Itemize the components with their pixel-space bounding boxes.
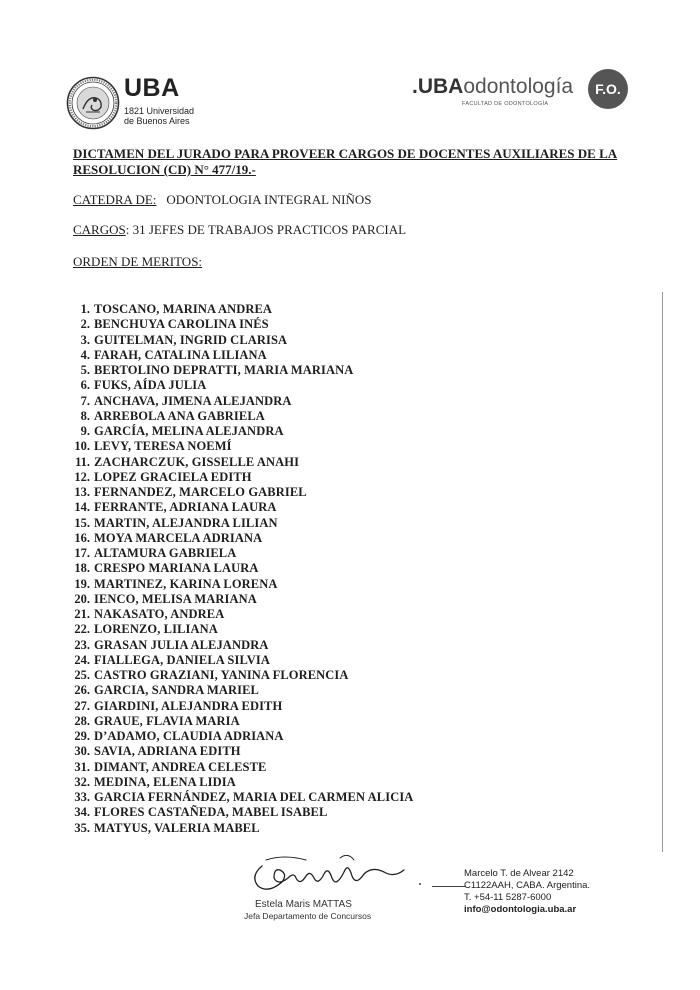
merit-name: GUITELMAN, INGRID CLARISA [94, 332, 288, 347]
merit-name: ANCHAVA, JIMENA ALEJANDRA [94, 393, 292, 408]
merit-name: MOYA MARCELA ADRIANA [94, 530, 263, 545]
merit-name: LORENZO, LILIANA [94, 622, 218, 637]
merit-name: LEVY, TERESA NOEMÍ [94, 439, 232, 454]
merit-item [68, 546, 413, 561]
orden-label: ORDEN DE MERITOS: [73, 254, 203, 269]
merit-name: GIARDINI, ALEJANDRA EDITH [94, 698, 283, 713]
merit-item [68, 790, 413, 805]
merit-number: 15. [74, 515, 90, 530]
merit-name: CRESPO MARIANA LAURA [94, 561, 259, 576]
merit-number: 16. [74, 530, 90, 545]
merit-number: 4. [80, 347, 90, 362]
address-phone: T. +54-11 5287-6000 [464, 892, 552, 903]
merit-item [68, 577, 413, 592]
merit-name: GARCIA, SANDRA MARIEL [94, 683, 259, 698]
faculty-name: odontología [463, 75, 574, 98]
merit-item [68, 607, 413, 622]
merit-item [68, 714, 413, 729]
catedra-value: ODONTOLOGIA INTEGRAL NIÑOS [166, 192, 372, 207]
address-block [464, 868, 590, 916]
merit-number: 18. [74, 561, 90, 576]
merit-item [68, 470, 413, 485]
document-title: DICTAMEN DEL JURADO PARA PROVEER CARGOS DE DOCENTES AUXILIARES DE LA RESOLUCION (CD) N° 477/19.- [73, 146, 618, 177]
merit-number: 32. [74, 774, 90, 789]
catedra-line [73, 192, 372, 208]
merit-item [68, 378, 413, 393]
merit-item [68, 821, 413, 836]
signature-stroke [432, 886, 466, 887]
merit-item [68, 592, 413, 607]
merit-number: 22. [74, 622, 90, 637]
merit-item [68, 317, 413, 332]
merit-item [68, 516, 413, 531]
merit-number: 12. [74, 469, 90, 484]
uba-subtitle [124, 106, 214, 126]
merit-list [68, 302, 413, 836]
merit-name: DIMANT, ANDREA CELESTE [94, 759, 267, 774]
merit-number: 21. [74, 607, 90, 621]
cargos-label: CARGOS [73, 222, 126, 237]
merit-number: 34. [74, 805, 90, 820]
merit-name: NAKASATO, ANDREA [94, 607, 225, 621]
merit-item [68, 805, 413, 820]
merit-item [68, 653, 413, 668]
merit-name: D’ADAMO, CLAUDIA ADRIANA [94, 729, 284, 743]
signature-dot [419, 883, 421, 885]
merit-item [68, 424, 413, 439]
merit-number: 33. [74, 790, 90, 804]
merit-number: 5. [80, 363, 90, 377]
merit-name: BERTOLINO DEPRATTI, MARIA MARIANA [94, 363, 354, 377]
merit-name: TOSCANO, MARINA ANDREA [94, 302, 273, 316]
merit-item [68, 622, 413, 637]
merit-number: 14. [74, 500, 90, 515]
merit-name: GARCIA FERNÁNDEZ, MARIA DEL CARMEN ALICIA [94, 790, 414, 804]
faculty-subtitle: FACULTAD DE ODONTOLOGÍA [462, 101, 549, 107]
merit-item [68, 394, 413, 409]
catedra-label: CATEDRA DE: [73, 192, 157, 207]
merit-name: MATYUS, VALERIA MABEL [94, 820, 260, 835]
uba-wordmark: UBA [124, 74, 180, 102]
merit-name: ALTAMURA GABRIELA [94, 546, 237, 560]
merit-name: BENCHUYA CAROLINA INÉS [94, 317, 269, 332]
merit-name: IENCO, MELISA MARIANA [94, 591, 257, 606]
merit-number: 35. [74, 820, 90, 835]
address-email: info@odontologia.uba.ar [464, 904, 577, 915]
merit-item [68, 561, 413, 576]
merit-item [68, 333, 413, 348]
merit-name: ARREBOLA ANA GABRIELA [94, 408, 265, 423]
university-seal-icon [66, 76, 120, 130]
merit-number: 19. [74, 576, 90, 591]
merit-number: 7. [80, 393, 90, 408]
merit-name: FARAH, CATALINA LILIANA [94, 347, 267, 362]
merit-item [68, 302, 413, 317]
merit-name: LOPEZ GRACIELA EDITH [94, 469, 252, 484]
merit-item [68, 363, 413, 378]
margin-rule [662, 292, 663, 852]
merit-number: 29. [74, 729, 90, 743]
merit-number: 28. [74, 713, 90, 728]
merit-number: 26. [74, 683, 90, 698]
merit-number: 27. [74, 698, 90, 713]
address-city: C1122AAH, CABA. Argentina. [464, 880, 591, 891]
merit-name: CASTRO GRAZIANI, YANINA FLORENCIA [94, 668, 349, 682]
merit-name: SAVIA, ADRIANA EDITH [94, 744, 241, 759]
merit-name: GRASAN JULIA ALEJANDRA [94, 637, 269, 652]
merit-number: 9. [80, 424, 90, 438]
merit-item [68, 455, 413, 470]
handwritten-signature [244, 848, 414, 898]
merit-item [68, 638, 413, 653]
merit-item [68, 439, 413, 454]
uba-subtitle-line-1: 1821 Universidad [124, 106, 195, 116]
merit-item [68, 760, 413, 775]
merit-item [68, 500, 413, 515]
faculty-logo [412, 69, 632, 114]
merit-name: GARCÍA, MELINA ALEJANDRA [94, 424, 284, 438]
merit-item [68, 729, 413, 744]
merit-name: FIALLEGA, DANIELA SILVIA [94, 652, 270, 667]
merit-item [68, 775, 413, 790]
merit-item [68, 744, 413, 759]
merit-number: 1. [80, 302, 90, 316]
merit-number: 3. [80, 332, 90, 347]
merit-name: GRAUE, FLAVIA MARIA [94, 713, 240, 728]
faculty-badge: F.O. [588, 69, 628, 109]
cargos-value: : 31 JEFES DE TRABAJOS PRACTICOS PARCIAL [125, 222, 407, 237]
merit-number: 31. [74, 759, 90, 774]
uba-subtitle-line-2: de Buenos Aires [124, 116, 190, 126]
merit-number: 17. [74, 546, 90, 560]
merit-name: MEDINA, ELENA LIDIA [94, 774, 236, 789]
merit-name: MARTIN, ALEJANDRA LILIAN [94, 515, 278, 530]
merit-name: FERNANDEZ, MARCELO GABRIEL [94, 485, 307, 499]
merit-number: 30. [74, 744, 90, 759]
address-street: Marcelo T. de Alvear 2142 [464, 868, 574, 879]
orden-line [73, 254, 202, 270]
merit-item [68, 348, 413, 363]
cargos-line [73, 222, 406, 238]
merit-number: 23. [74, 637, 90, 652]
merit-number: 8. [80, 408, 90, 423]
merit-number: 11. [75, 454, 90, 469]
signatory-name: Estela Maris MATTAS [255, 899, 352, 910]
merit-item [68, 409, 413, 424]
merit-name: FERRANTE, ADRIANA LAURA [94, 500, 277, 515]
merit-item [68, 668, 413, 683]
merit-name: FUKS, AÍDA JULIA [94, 378, 207, 393]
merit-name: ZACHARCZUK, GISSELLE ANAHI [94, 454, 300, 469]
merit-item [68, 683, 413, 698]
signatory-role: Jefa Departamento de Concursos [244, 911, 372, 921]
merit-name: MARTINEZ, KARINA LORENA [94, 576, 278, 591]
merit-number: 10. [74, 439, 90, 454]
merit-number: 6. [80, 378, 90, 393]
merit-item [68, 699, 413, 714]
faculty-prefix: .UBA [412, 75, 464, 98]
merit-number: 25. [74, 668, 90, 682]
merit-number: 24. [74, 652, 90, 667]
merit-number: 13. [74, 485, 90, 499]
merit-name: FLORES CASTAÑEDA, MABEL ISABEL [94, 805, 328, 820]
uba-logo [66, 76, 216, 134]
merit-number: 2. [80, 317, 90, 332]
merit-item [68, 531, 413, 546]
faculty-wordmark [412, 75, 573, 99]
merit-number: 20. [74, 591, 90, 606]
merit-item [68, 485, 413, 500]
